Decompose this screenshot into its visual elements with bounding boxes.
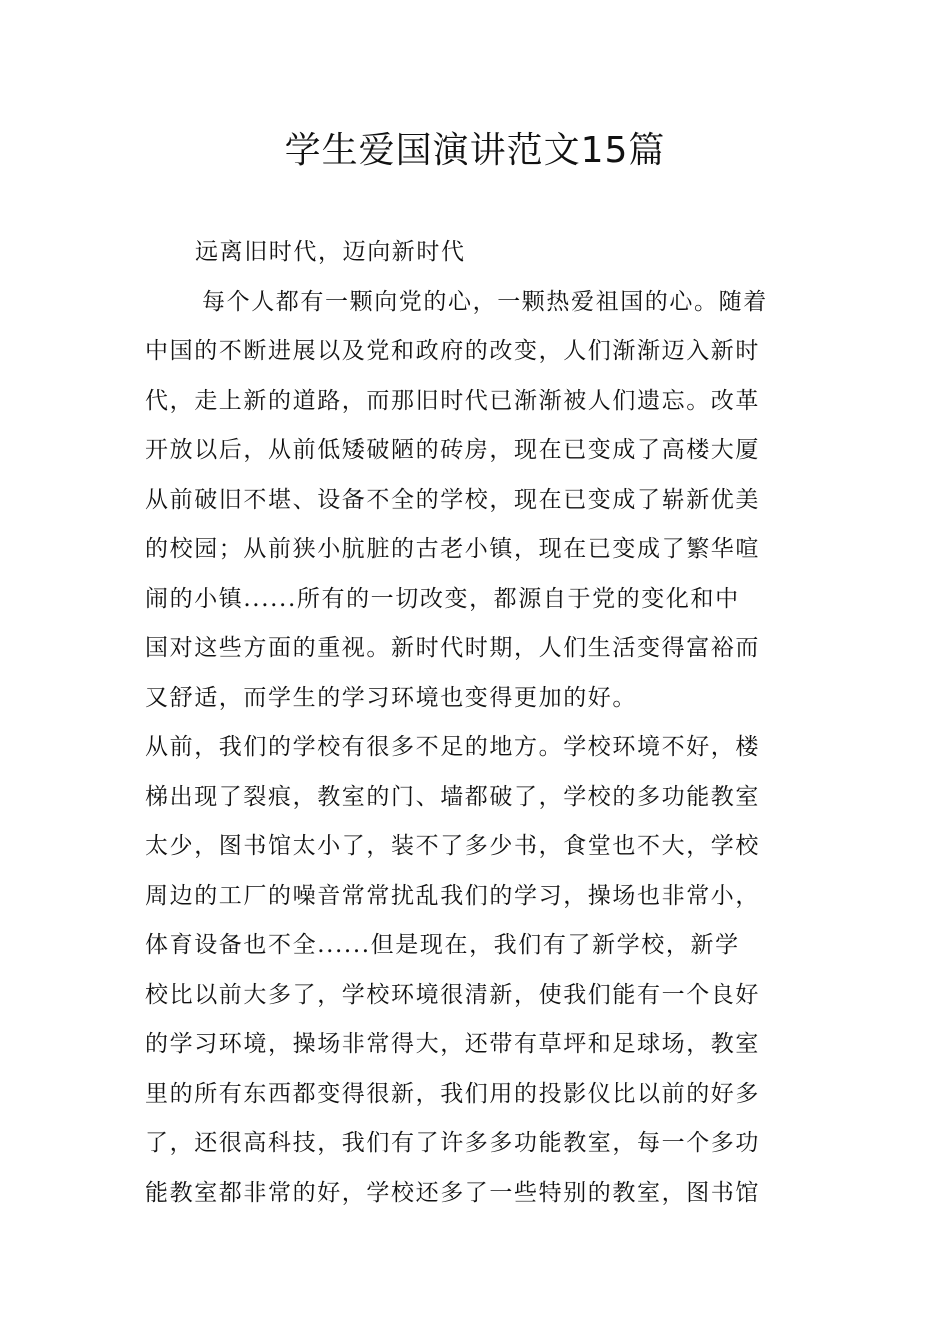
document-subtitle: 远离旧时代，迈向新时代 xyxy=(195,239,466,265)
paragraph-line: 从前，我们的学校有很多不足的地方。学校环境不好，楼 xyxy=(145,734,760,760)
paragraph-line: 开放以后，从前低矮破陋的砖房，现在已变成了高楼大厦 xyxy=(145,437,760,463)
paragraph-line: 国对这些方面的重视。新时代时期，人们生活变得富裕而 xyxy=(145,635,760,661)
paragraph-line: 的学习环境，操场非常得大，还带有草坪和足球场，教室 xyxy=(145,1031,760,1057)
paragraph-line: 代，走上新的道路，而那旧时代已渐渐被人们遗忘。改革 xyxy=(145,387,760,414)
paragraph-line: 的校园；从前狭小肮脏的古老小镇，现在已变成了繁华喧 xyxy=(145,536,760,562)
paragraph-line: 闹的小镇......所有的一切改变，都源自于党的变化和中 xyxy=(145,585,740,612)
paragraph-line: 了，还很高科技，我们有了许多多功能教室，每一个多功 xyxy=(145,1130,760,1156)
paragraph-line: 中国的不断进展以及党和政府的改变，人们渐渐迈入新时 xyxy=(145,338,760,364)
paragraph-line: 里的所有东西都变得很新，我们用的投影仪比以前的好多 xyxy=(145,1080,760,1107)
paragraph-line: 周边的工厂的噪音常常扰乱我们的学习，操场也非常小， xyxy=(145,882,760,909)
paragraph-line: 能教室都非常的好，学校还多了一些特别的教室，图书馆 xyxy=(145,1179,760,1206)
paragraph-line: 又舒适，而学生的学习环境也变得更加的好。 xyxy=(145,684,637,711)
paragraph-line: 每个人都有一颗向党的心，一颗热爱祖国的心。随着 xyxy=(202,288,768,315)
paragraph-line: 太少，图书馆太小了，装不了多少书，食堂也不大，学校 xyxy=(145,833,760,859)
document-title: 学生爱国演讲范文15篇 xyxy=(284,130,666,171)
paragraph-line: 体育设备也不全......但是现在，我们有了新学校，新学 xyxy=(145,932,740,958)
paragraph-line: 校比以前大多了，学校环境很清新，使我们能有一个良好 xyxy=(145,981,760,1008)
document-body xyxy=(145,228,807,1218)
paragraph-line: 梯出现了裂痕，教室的门、墙都破了，学校的多功能教室 xyxy=(145,783,760,810)
paragraph-line: 从前破旧不堪、设备不全的学校，现在已变成了崭新优美 xyxy=(145,486,760,513)
